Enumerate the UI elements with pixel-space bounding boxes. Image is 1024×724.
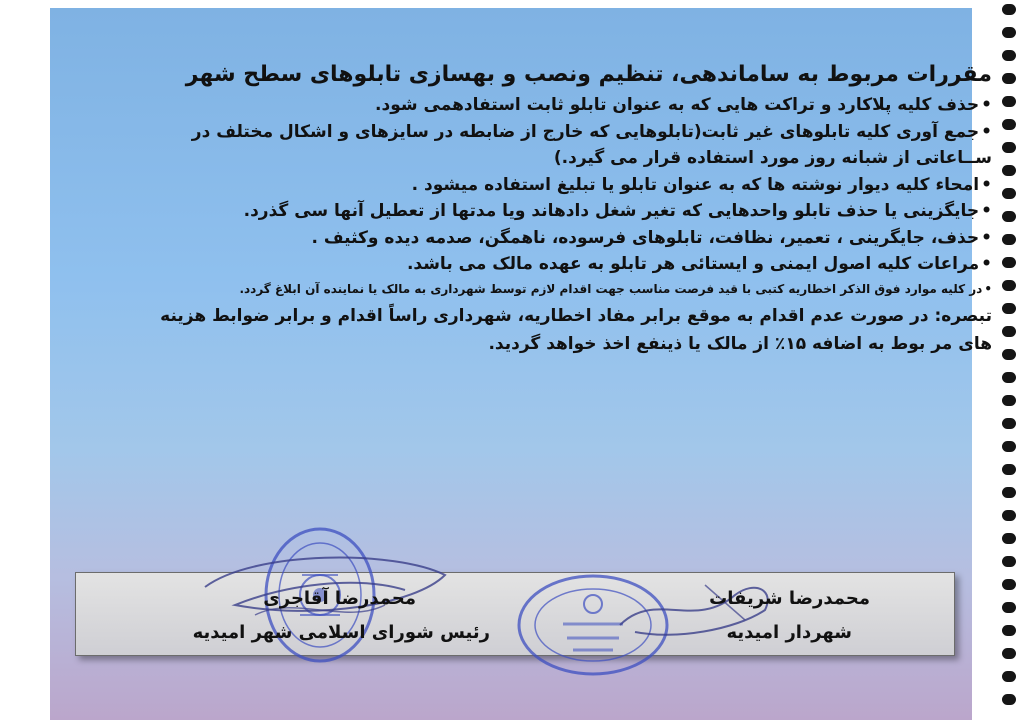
rule-item-small: • در کلیه موارد فوق الذکر اخطاریه کتبی با قید فرصت مناسب جهت اقدام لازم توسط شهرداری به مالک یا نماینده آن ابلاغ گردد.: [134, 278, 992, 300]
mayor-title: شهردار امیدیه: [726, 622, 852, 643]
note-paragraph: تبصره: در صورت عدم اقدام به موقع برابر مفاد اخطاریه، شهرداری راساً اقدام و برابر ضوابط هزینه های مر بوط به اضافه ۱۵٪ از مالک یا ذینفع اخذ خواهد گردید.: [160, 305, 992, 354]
rule-item: • امحاء کلیه دیوار نوشته ها که به عنوان تابلو یا تبلیغ استفاده میشود .: [134, 172, 992, 199]
spiral-binding: [996, 0, 1024, 724]
council-name: محمدرضا آقاجری: [263, 588, 416, 609]
rule-item: • حذف، جایگرینی ، تعمیر، نظافت، تابلوهای فرسوده، ناهمگن، صدمه دیده وکثیف .: [134, 225, 992, 252]
document-title: مقررات مربوط به ساماندهی، تنظیم ونصب و بهسازی تابلوهای سطح شهر: [185, 62, 992, 87]
mayor-name: محمدرضا شریفات: [709, 588, 870, 609]
rule-item: • جمع آوری کلیه تابلوهای غیر ثابت(تابلوهایی که خارج از ضابطه در سایزهای و اشکال مختلف در ســاعاتی از شبانه روز مورد استفاده قرار می گیرد.): [134, 119, 992, 172]
rule-item: • مراعات کلیه اصول ایمنی و ایستائی هر تابلو به عهده مالک می باشد.: [134, 251, 992, 278]
rule-item: • حذف کلیه پلاکارد و تراکت هایی که به عنوان تابلو ثابت استفادهمی شود.: [134, 92, 992, 119]
council-title: رئیس شورای اسلامی شهر امیدیه: [192, 622, 490, 643]
document-body: [134, 60, 992, 358]
rule-item: • جایگزینی یا حذف تابلو واحدهایی که تغیر شغل دادهاند ویا مدتها از تعطیل آنها سی گذرد.: [134, 198, 992, 225]
